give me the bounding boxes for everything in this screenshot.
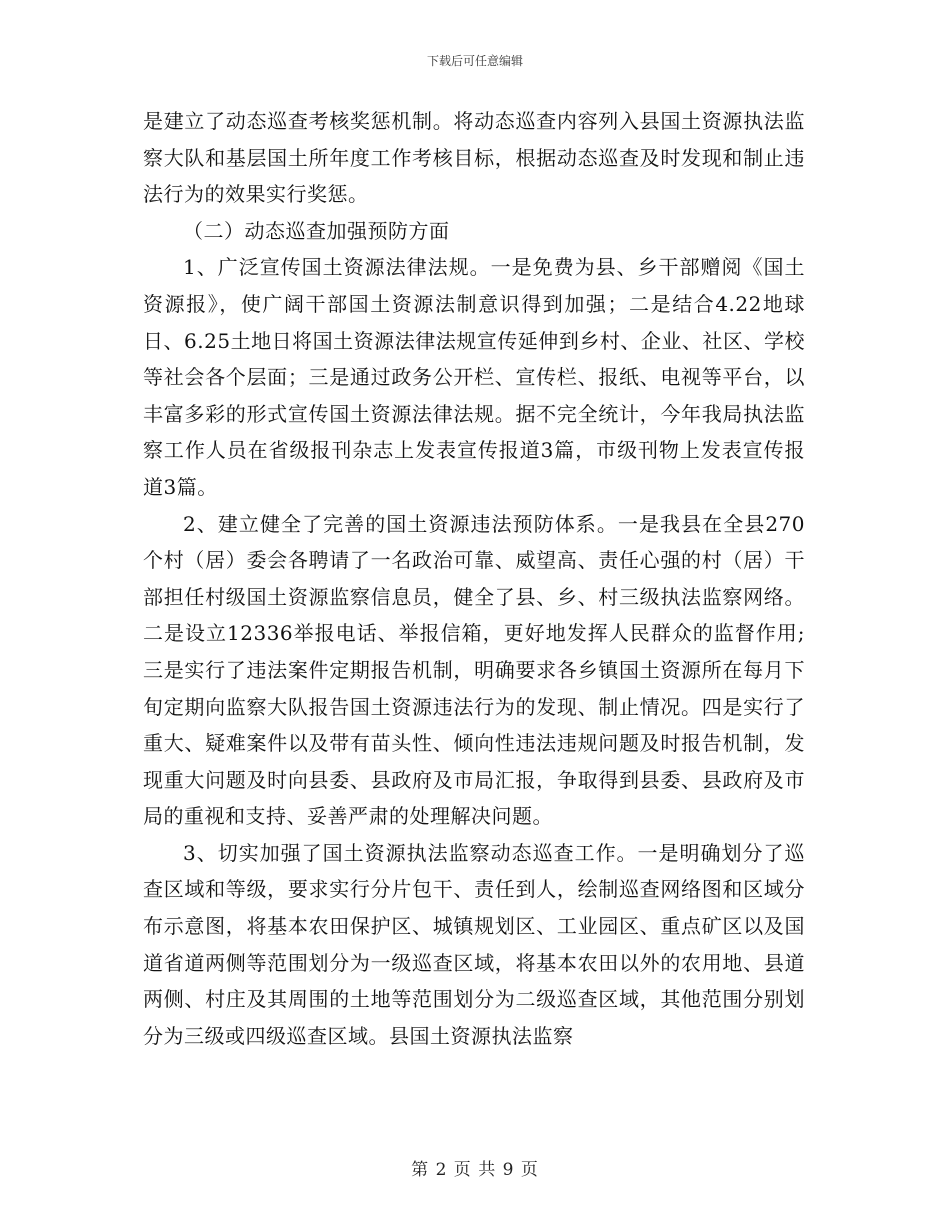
paragraph-continuation: 是建立了动态巡查考核奖惩机制。将动态巡查内容列入县国土资源执法监察大队和基层国土所年度工作考核目标，根据动态巡查及时发现和制止违法行为的效果实行奖惩。 — [143, 109, 805, 207]
document-body — [143, 103, 805, 1054]
header-note: 下载后可任意编辑 — [426, 54, 523, 68]
section-heading: （二）动态巡查加强预防方面 — [183, 218, 450, 243]
paragraph-3: 3、切实加强了国土资源执法监察动态巡查工作。一是明确划分了巡查区域和等级，要求实行分片包干、责任到人，绘制巡查网络图和区域分布示意图，将基本农田保护区、城镇规划区、工业园区、重点矿区以及国道省道两侧等范围划分为一级巡查区域，将基本农田以外的农用地、县道两侧、村庄及其周围的土地等范围划分为二级巡查区域，其他范围分别划分为三级或四级巡查区域。县国土资源执法监察 — [143, 840, 805, 1048]
paragraph-2: 2、建立健全了完善的国土资源违法预防体系。一是我县在全县270个村（居）委会各聘请了一名政治可靠、威望高、责任心强的村（居）干部担任村级国土资源监察信息员，健全了县、乡、村三级执法监察网络。二是设立12336举报电话、举报信箱，更好地发挥人民群众的监督作用;三是实行了违法案件定期报告机制，明确要求各乡镇国土资源所在每月下旬定期向监察大队报告国土资源违法行为的发现、制止情况。四是实行了重大、疑难案件以及带有苗头性、倾向性违法违规问题及时报告机制，发现重大问题及时向县委、县政府及市局汇报，争取得到县委、县政府及市局的重视和支持、妥善严肃的处理解决问题。 — [143, 511, 805, 829]
paragraph-1: 1、广泛宣传国土资源法律法规。一是免费为县、乡干部赠阅《国土资源报》，使广阔干部国土资源法制意识得到加强；二是结合4.22地球日、6.25土地日将国土资源法律法规宣传延伸到乡村、企业、社区、学校等社会各个层面；三是通过政务公开栏、宣传栏、报纸、电视等平台，以丰富多彩的形式宣传国土资源法律法规。据不完全统计，今年我局执法监察工作人员在省级报刊杂志上发表宣传报道3篇，市级刊物上发表宣传报道3篇。 — [143, 255, 805, 499]
page-number: 第 2 页 共 9 页 — [411, 1160, 539, 1180]
